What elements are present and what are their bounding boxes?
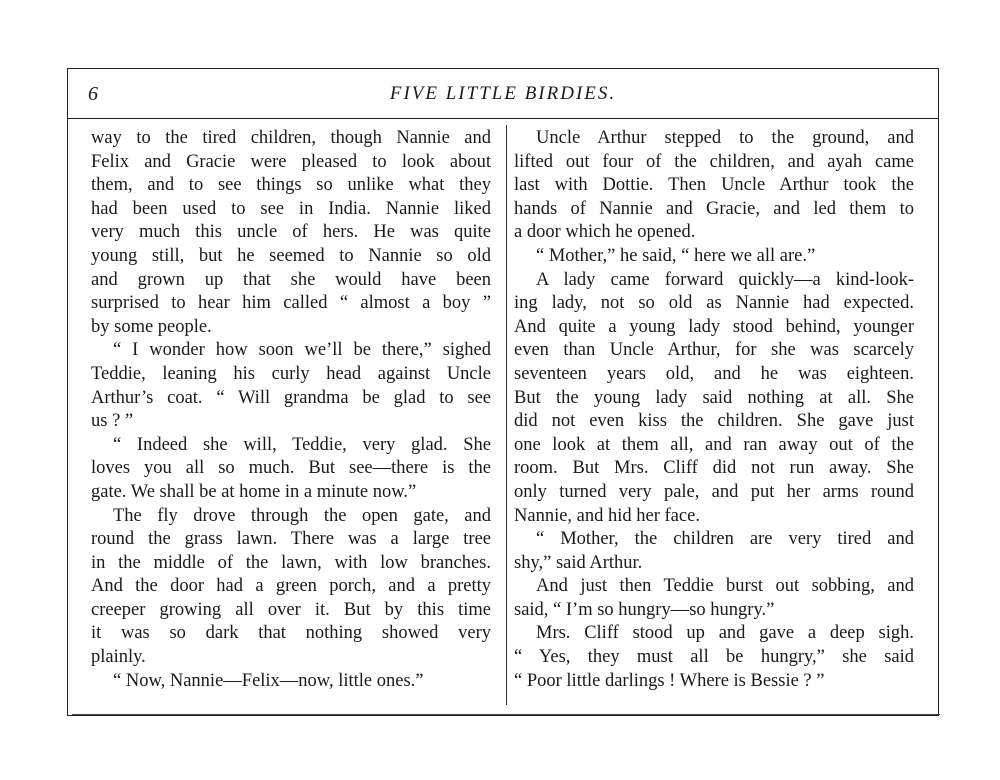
text-line: plainly. (91, 647, 146, 668)
right-column (514, 127, 914, 693)
text-line: round the grass lawn. There was a large tree (91, 529, 491, 550)
text-line: seventeen years old, and he was eighteen. (514, 363, 914, 384)
text-line: in the middle of the lawn, with low branches. (91, 552, 491, 573)
running-header (68, 69, 938, 119)
text-line: And quite a young lady stood behind, younger (514, 316, 914, 337)
text-line: “ Now, Nannie—Felix—now, little ones.” (113, 670, 424, 691)
text-line: lifted out four of the children, and ayah came (514, 151, 914, 172)
text-line: Teddie, leaning his curly head against Uncle (91, 363, 491, 384)
text-line: But the young lady said nothing at all. She (514, 387, 914, 408)
text-line: “ I wonder how soon we’ll be there,” sighed (113, 340, 491, 361)
text-line: one look at them all, and ran away out of the (514, 434, 914, 455)
text-line: surprised to hear him called “ almost a boy ” (91, 293, 491, 314)
text-line: Uncle Arthur stepped to the ground, and (536, 128, 914, 148)
running-title: FIVE LITTLE BIRDIES. (389, 83, 617, 104)
text-line: “ Poor little darlings ! Where is Bessie ? ” (514, 670, 825, 691)
text-line: a door which he opened. (514, 222, 696, 243)
text-line: it was so dark that nothing showed very (91, 623, 491, 644)
text-line: even than Uncle Arthur, for she was scarcely (514, 340, 914, 361)
text-line: “ Mother,” he said, “ here we all are.” (536, 245, 816, 266)
text-line: Mrs. Cliff stood up and gave a deep sigh. (536, 623, 914, 644)
text-line: said, “ I’m so hungry—so hungry.” (514, 599, 775, 620)
text-line: “ Yes, they must all be hungry,” she said (514, 647, 914, 668)
text-line: creeper growing all over it. But by this time (91, 599, 491, 620)
footer-rule (72, 714, 940, 715)
text-line: gate. We shall be at home in a minute now.” (91, 481, 417, 502)
text-line: last with Dottie. Then Uncle Arthur took the (514, 175, 914, 196)
page-number: 6 (88, 83, 98, 105)
text-line: A lady came forward quickly—a kind-look- (536, 269, 914, 290)
text-line: Felix and Gracie were pleased to look about (91, 151, 491, 172)
text-line: only turned very pale, and put her arms round (514, 481, 914, 502)
text-line: And just then Teddie burst out sobbing, and (536, 576, 914, 597)
text-line: room. But Mrs. Cliff did not run away. She (514, 458, 914, 479)
text-line: by some people. (91, 316, 212, 337)
left-column (91, 127, 491, 693)
text-line: them, and to see things so unlike what they (91, 175, 491, 196)
text-line: Arthur’s coat. “ Will grandma be glad to see (91, 387, 491, 408)
text-line: Nannie, and hid her face. (514, 505, 700, 526)
text-line: young still, but he seemed to Nannie so old (91, 245, 491, 266)
text-line: very much this uncle of hers. He was quite (91, 222, 491, 243)
text-line: “ Mother, the children are very tired and (536, 529, 914, 550)
text-line: us ? ” (91, 411, 134, 432)
text-line: shy,” said Arthur. (514, 552, 643, 573)
column-divider (506, 125, 507, 705)
page-frame (67, 68, 939, 716)
text-line: way to the tired children, though Nannie and (91, 128, 491, 148)
text-line: did not even kiss the children. She gave just (514, 411, 914, 432)
text-line: hands of Nannie and Gracie, and led them to (514, 198, 914, 219)
text-line: ing lady, not so old as Nannie had expected. (514, 293, 914, 314)
text-line: loves you all so much. But see—there is the (91, 458, 491, 479)
text-line: The fly drove through the open gate, and (113, 505, 491, 526)
text-line: had been used to see in India. Nannie liked (91, 198, 491, 219)
text-line: “ Indeed she will, Teddie, very glad. She (113, 434, 491, 455)
text-line: and grown up that she would have been (91, 269, 491, 290)
text-line: And the door had a green porch, and a pretty (91, 576, 491, 597)
